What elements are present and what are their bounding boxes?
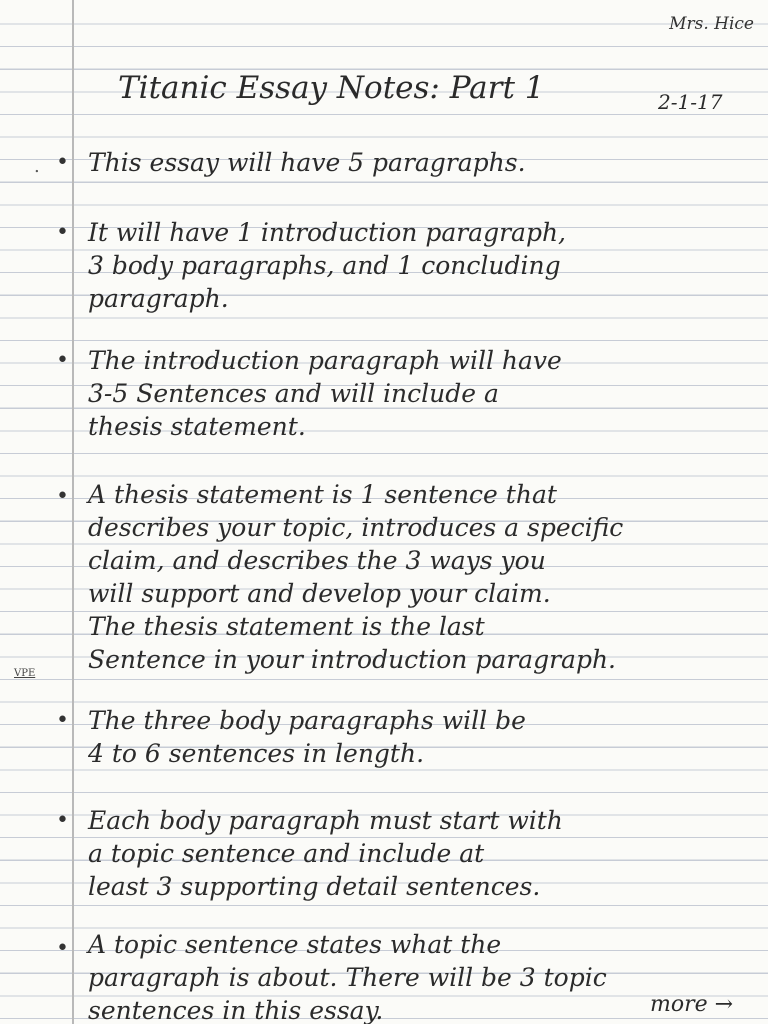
bullet-icon: • (56, 484, 69, 509)
author-name: Mrs. Hice (669, 14, 754, 34)
note-6: Each body paragraph must start with a topic sentence and include at least 3 supporting detail sentences. (88, 806, 563, 901)
bullet-icon: • (56, 808, 69, 833)
note-3: The introduction paragraph will have 3-5 Sentences and will include a thesis statement. (88, 346, 562, 441)
bullet-icon: • (56, 348, 69, 373)
note-4: A thesis statement is 1 sentence that describes your topic, introduces a specific claim, and describes the 3 ways you will support and develop your claim. The thesis statement is the last Sentence in your introduction paragraph. (88, 480, 624, 674)
note-7: A topic sentence states what the paragraph is about. There will be 3 topic sentences in this essay. (88, 930, 607, 1024)
stray-dot: . (34, 156, 40, 177)
bullet-icon: • (56, 150, 69, 175)
note-2: It will have 1 introduction paragraph, 3 body paragraphs, and 1 concluding paragraph. (88, 218, 566, 313)
bullet-icon: • (56, 708, 69, 733)
note-5: The three body paragraphs will be 4 to 6 sentences in length. (88, 706, 526, 768)
note-1: This essay will have 5 paragraphs. (88, 148, 526, 177)
margin-line (72, 0, 74, 1024)
date: 2-1-17 (658, 90, 723, 114)
page-title: Titanic Essay Notes: Part 1 (118, 70, 545, 106)
margin-mark: VPE (14, 668, 36, 679)
bullet-icon: • (56, 220, 69, 245)
more-label: more → (650, 992, 734, 1017)
bullet-icon: • (56, 936, 69, 961)
